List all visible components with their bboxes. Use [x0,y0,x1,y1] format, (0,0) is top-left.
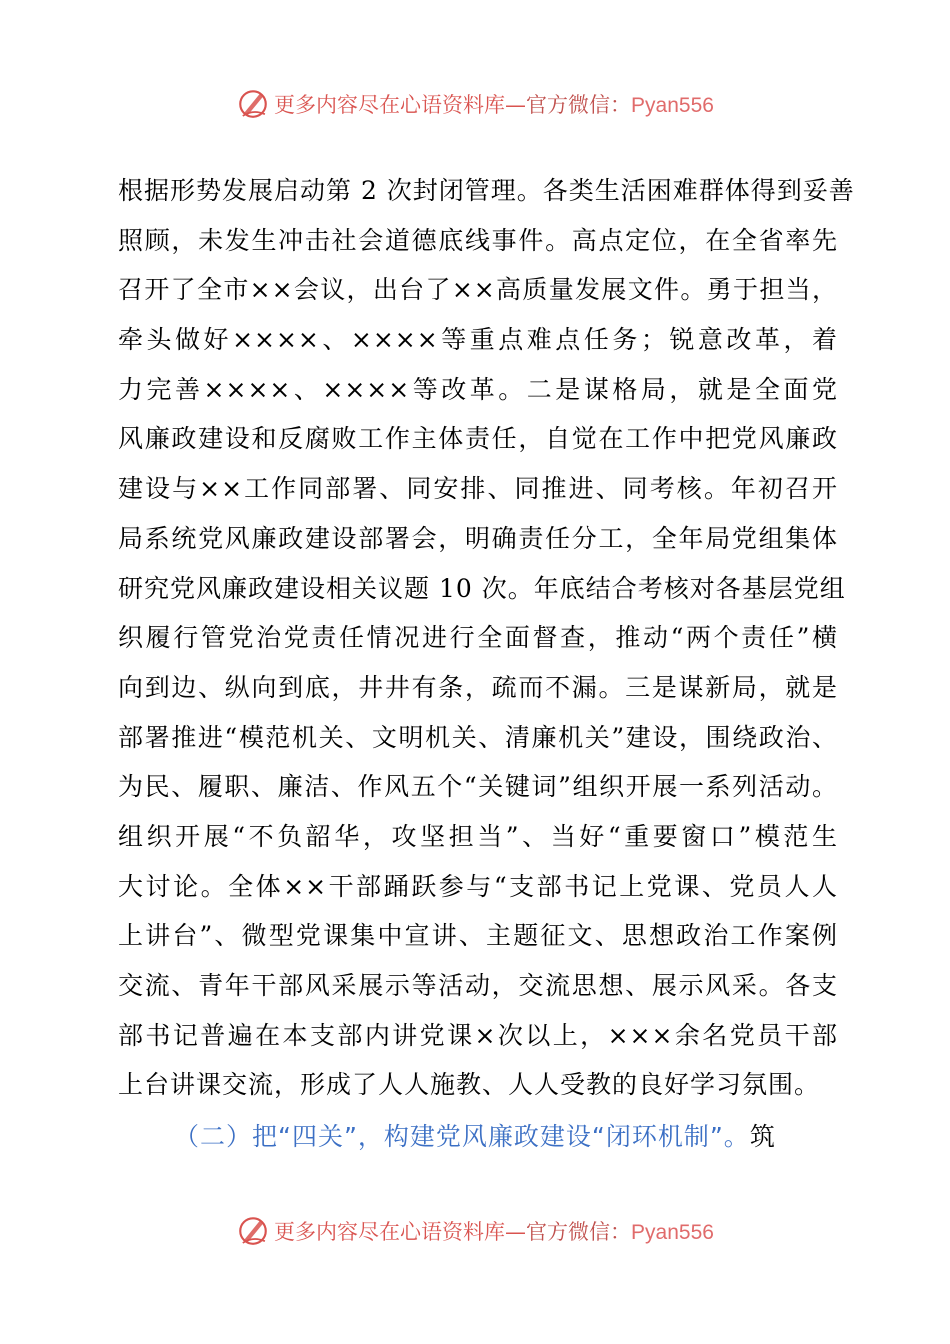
section-heading [118,1112,838,1162]
section-heading-label: （二）把“四关”，构建党风廉政建设“闭环机制”。 [174,1122,750,1151]
body-line: 上讲台”、微型党课集中宣讲、主题征文、思想政治工作案例 [118,921,838,951]
watermark-brand: 更多内容尽在心语资料库 [274,93,506,117]
body-line: 织履行管党治党责任情况进行全面督查，推动“两个责任”横 [118,623,838,653]
body-line: 牵头做好××××、××××等重点难点任务；锐意改革，着 [118,325,838,355]
watermark-text [274,1216,714,1246]
watermark-wechat-label: 官方微信： [526,93,632,117]
watermark-text [274,89,714,119]
body-line: 照顾，未发生冲击社会道德底线事件。高点定位，在全省率先 [118,225,838,255]
body-line: 大讨论。全体××干部踊跃参与“支部书记上党课、党员人人 [118,871,838,901]
pen-seal-icon [236,1214,270,1248]
watermark-wechat-id: Pyan556 [631,94,714,117]
body-line: 上台讲课交流，形成了人人施教、人人受教的良好学习氛围。 [118,1070,821,1100]
body-line: 召开了全市××会议，出台了××高质量发展文件。勇于担当， [118,275,838,305]
body-line: 交流、青年干部风采展示等活动，交流思想、展示风采。各支 [118,971,838,1000]
watermark-dash: — [505,1220,527,1244]
body-line: 为民、履职、廉洁、作风五个“关键词”组织开展一系列活动。 [118,772,838,802]
document-body [118,166,855,1110]
watermark-wechat-label: 官方微信： [526,1220,632,1244]
body-line: 建设与××工作同部署、同安排、同推进、同考核。年初召开 [118,474,838,504]
body-line: 风廉政建设和反腐败工作主体责任，自觉在工作中把党风廉政 [118,424,838,454]
body-line: 向到边、纵向到底，井井有条，疏而不漏。三是谋新局，就是 [118,672,838,702]
watermark-brand: 更多内容尽在心语资料库 [274,1220,506,1244]
body-line: 力完善××××、××××等改革。二是谋格局，就是全面党 [118,374,838,404]
body-line: 研究党风廉政建设相关议题 10 次。年底结合考核对各基层党组 [118,573,846,603]
watermark-wechat-id: Pyan556 [631,1221,714,1244]
watermark-dash: — [505,93,527,117]
body-line: 组织开展“不负韶华，攻坚担当”、当好“重要窗口”模范生 [118,821,838,851]
body-line: 局系统党风廉政建设部署会，明确责任分工，全年局党组集体 [118,523,838,553]
body-line: 部书记普遍在本支部内讲党课×次以上，×××余名党员干部 [118,1020,838,1050]
section-heading-trailing: 筑 [749,1122,776,1151]
body-line: 部署推进“模范机关、文明机关、清廉机关”建设，围绕政治、 [118,722,838,752]
body-line: 根据形势发展启动第 2 次封闭管理。各类生活困难群体得到妥善 [118,176,855,205]
pen-seal-icon [236,87,270,121]
header-watermark [0,84,950,124]
footer-watermark [0,1211,950,1251]
